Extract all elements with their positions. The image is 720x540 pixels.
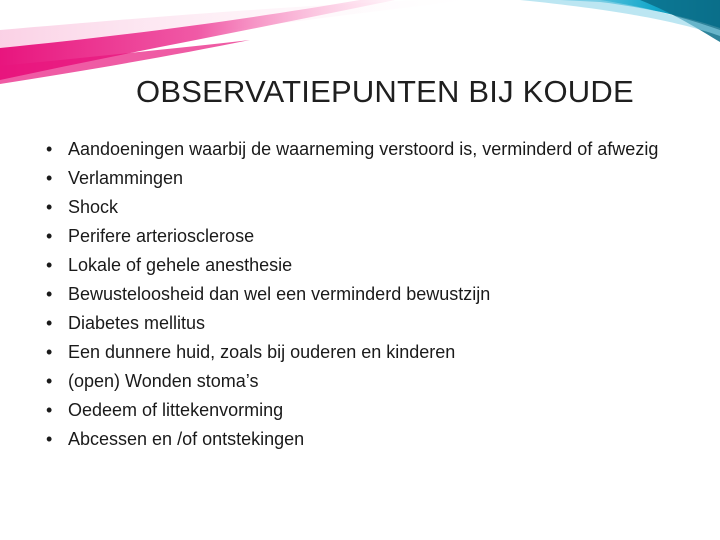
list-item-text: Verlammingen xyxy=(68,168,184,188)
bullet-icon: • xyxy=(46,168,53,188)
bullet-icon: • xyxy=(46,197,53,217)
list-item-text: Shock xyxy=(68,197,119,217)
slide-title: OBSERVATIEPUNTEN BIJ KOUDE xyxy=(136,74,634,109)
list-item-text: Aandoeningen waarbij de waarneming verstoord is, verminderd of afwezig xyxy=(68,139,659,159)
list-item xyxy=(46,285,686,304)
bullet-icon: • xyxy=(46,342,53,362)
list-item-text: Diabetes mellitus xyxy=(68,313,206,333)
bullet-icon: • xyxy=(46,255,53,275)
list-item xyxy=(46,256,686,275)
bullet-icon: • xyxy=(46,226,53,246)
list-item xyxy=(46,430,686,449)
list-item-text: Oedeem of littekenvorming xyxy=(68,400,284,420)
list-item xyxy=(46,169,686,188)
list-item-text: Perifere arteriosclerose xyxy=(68,226,255,246)
list-item xyxy=(46,198,686,217)
bullet-list xyxy=(46,140,686,459)
bullet-icon: • xyxy=(46,139,53,159)
list-item xyxy=(46,343,686,362)
list-item-text: Een dunnere huid, zoals bij ouderen en kinderen xyxy=(68,342,456,362)
list-item xyxy=(46,401,686,420)
bullet-icon: • xyxy=(46,284,53,304)
bullet-icon: • xyxy=(46,400,53,420)
list-item xyxy=(46,140,686,159)
bullet-icon: • xyxy=(46,313,53,333)
bullet-icon: • xyxy=(46,429,53,449)
list-item xyxy=(46,227,686,246)
list-item-text: Abcessen en /of ontstekingen xyxy=(68,429,305,449)
list-item xyxy=(46,372,686,391)
list-item-text: Lokale of gehele anesthesie xyxy=(68,255,293,275)
bullet-icon: • xyxy=(46,371,53,391)
list-item-text: Bewusteloosheid dan wel een verminderd bewustzijn xyxy=(68,284,491,304)
list-item-text: (open) Wonden stoma’s xyxy=(68,371,259,391)
list-item xyxy=(46,314,686,333)
